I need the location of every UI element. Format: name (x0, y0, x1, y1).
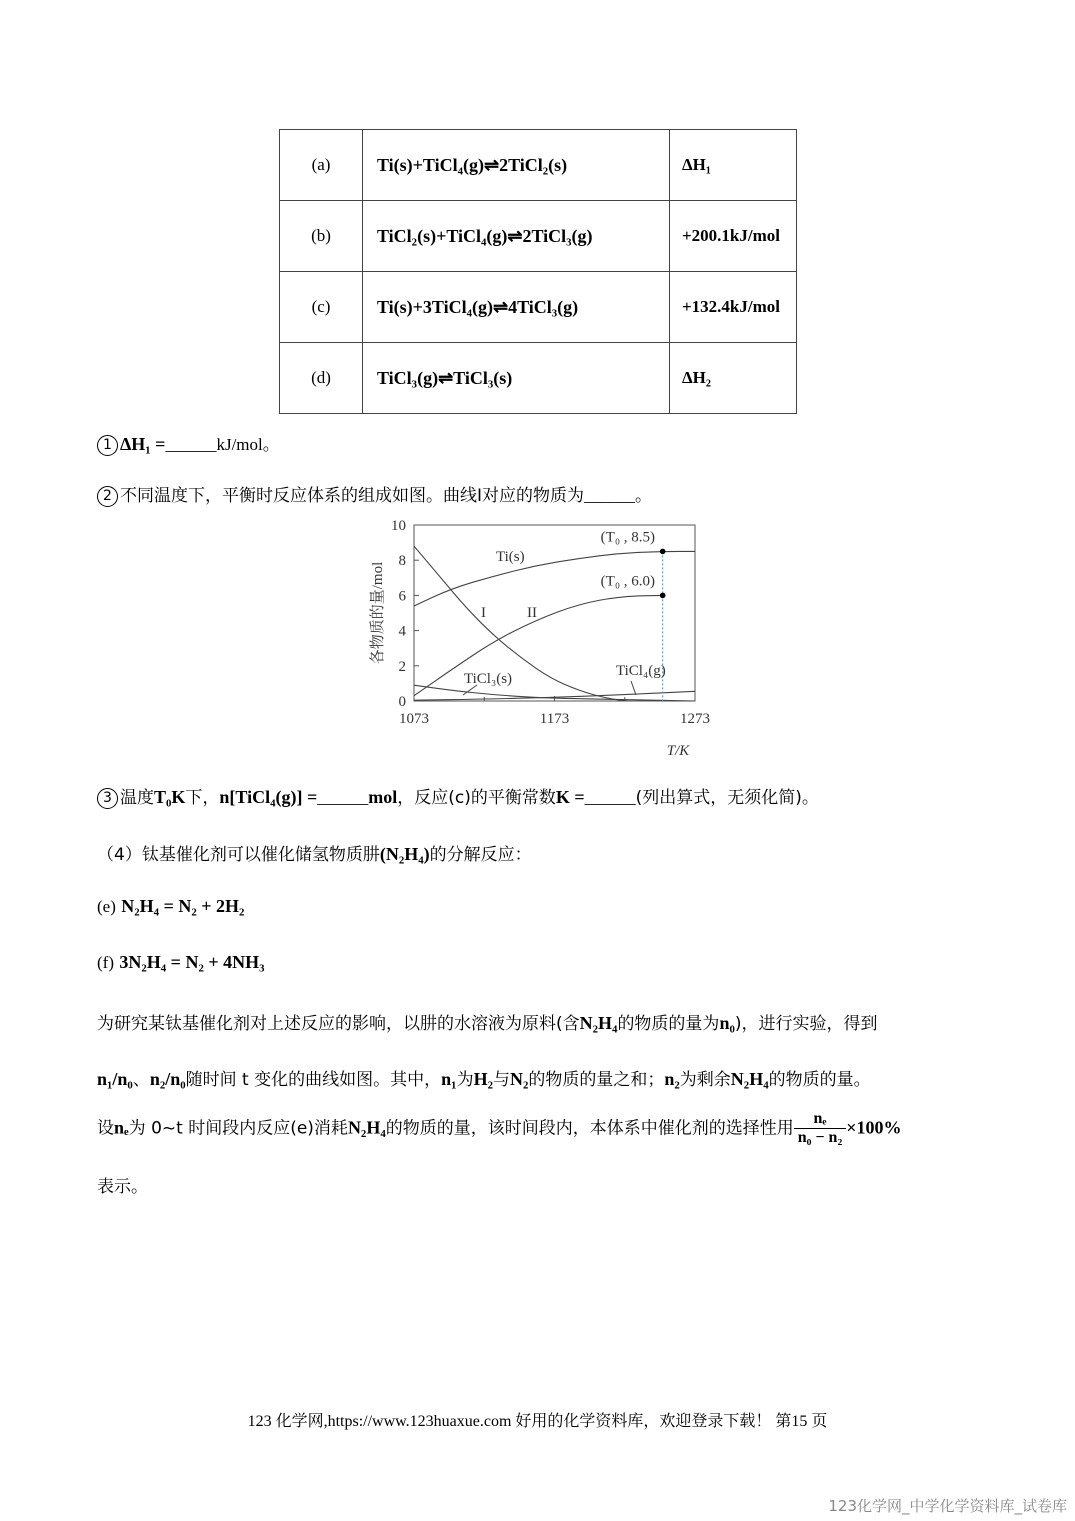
math-expression: n₂ (664, 1069, 680, 1089)
math-expression: K = (555, 787, 585, 807)
question-1 (97, 430, 280, 456)
paragraph-1 (97, 1009, 878, 1034)
series-label-ti: Ti(s) (496, 549, 525, 565)
p2-text: 、 (132, 1070, 150, 1090)
reaction-label: (c) (280, 272, 363, 343)
p3-text: 的物质的量，该时间段内，本体系中催化剂的选择性用 (385, 1118, 794, 1139)
answer-blank: ______ (165, 435, 217, 454)
unit-text: kJ/mol。 (216, 435, 280, 454)
answer-blank: ______ (584, 486, 636, 505)
reaction-label: (b) (280, 201, 363, 272)
question-number: 2 (97, 486, 118, 507)
reaction-enthalpy: ΔH₂ (670, 343, 797, 414)
math-expression: N₂H₄ (730, 1069, 769, 1089)
equation-e (97, 896, 244, 917)
math-expression: 3N₂H₄ = N₂ + 4NH₃ (119, 952, 265, 972)
reaction-enthalpy: ΔH₁ (670, 130, 797, 201)
p1-text: 为研究某钛基催化剂对上述反应的影响，以肼的水溶液为原料(含 (97, 1014, 580, 1034)
point-label: (T₀ , 6.0) (600, 573, 656, 590)
q3-text: ，反应(c)的平衡常数 (397, 788, 556, 808)
reaction-equation: TiCl₂(s)+TiCl₄(g)⇌2TiCl₃(g) (363, 201, 670, 272)
math-expression: nₑ (114, 1117, 129, 1138)
x-axis-label: T/K (666, 743, 690, 759)
p2-text: 的物质的量。 (768, 1070, 871, 1090)
page-footer: 123 化学网,https://www.123huaxue.com 好用的化学资料库，欢迎登录下载！ 第15 页 (247, 1413, 828, 1430)
point-label: (T₀ , 8.5) (600, 529, 656, 546)
fraction-numerator: nₑ (794, 1110, 847, 1129)
x-tick-label: 1273 (680, 711, 710, 727)
p2-text: 与 (492, 1070, 510, 1090)
series-line-II (414, 595, 663, 695)
marked-point (660, 593, 666, 599)
y-tick-label: 0 (398, 694, 406, 710)
p2-text: 随时间 t 变化的曲线如图。其中， (185, 1070, 442, 1090)
y-tick-label: 4 (398, 623, 406, 640)
math-expression: N₂H₄ (347, 1117, 386, 1138)
paragraph-3 (97, 1110, 902, 1147)
equation-label: (e) (97, 897, 116, 916)
reaction-equation: TiCl₃(g)⇌TiCl₃(s) (363, 343, 670, 414)
table-row (280, 201, 797, 272)
table-row (280, 272, 797, 343)
reaction-label: (d) (280, 343, 363, 414)
fraction-denominator: n₀ − n₂ (797, 1129, 843, 1146)
series-label-ticl3: TiCl₃(s) (464, 671, 513, 687)
equation-f (97, 952, 265, 973)
y-tick-label: 8 (398, 553, 406, 570)
label-pointer-ticl4 (631, 681, 636, 695)
y-tick-label: 2 (398, 658, 406, 675)
math-expression: n[TiCl₄(g)] = (219, 787, 318, 807)
question-end: 。 (635, 486, 653, 506)
equation-label: (f) (97, 953, 114, 972)
paragraph-4 (97, 1172, 148, 1197)
paragraph-2 (97, 1065, 871, 1090)
y-tick-label: 10 (391, 518, 406, 534)
math-expression: mol (368, 787, 398, 807)
math-expression: ΔH₁ = (120, 434, 166, 454)
p1-text: )，进行实验，得到 (734, 1014, 878, 1034)
question-number: 3 (97, 788, 118, 809)
table-row (280, 343, 797, 414)
equilibrium-chart (360, 515, 710, 760)
question-3 (97, 783, 819, 809)
p4-text: 表示。 (97, 1177, 148, 1197)
math-expression: N₂H₄ = N₂ + 2H₂ (121, 896, 245, 916)
series-label-ii: II (527, 605, 537, 621)
reaction-enthalpy: +132.4kJ/mol (670, 272, 797, 343)
reaction-enthalpy: +200.1kJ/mol (670, 201, 797, 272)
answer-blank: ______ (584, 788, 636, 807)
watermark: 123化学网_中学化学资料库_试卷库 (828, 1497, 1067, 1515)
q3-text: 温度 (120, 788, 154, 808)
reaction-label: (a) (280, 130, 363, 201)
math-expression: N₂H₄ (579, 1013, 618, 1033)
q3-text: (列出算式，无须化简)。 (635, 788, 819, 808)
question-number: 1 (97, 435, 118, 456)
marked-point (660, 549, 666, 555)
reaction-equation: Ti(s)+TiCl₄(g)⇌2TiCl₂(s) (363, 130, 670, 201)
y-axis-label: 各物质的量/mol (370, 561, 386, 665)
question-4 (97, 840, 532, 865)
reaction-table (279, 129, 797, 414)
math-expression: H₂ (473, 1069, 493, 1089)
q4-end: 的分解反应： (429, 845, 532, 865)
question-2 (97, 481, 652, 507)
q4-text: （4）钛基催化剂可以催化储氢物质肼 (97, 845, 380, 865)
p2-text: 为剩余 (679, 1070, 731, 1090)
math-expression: N₂ (509, 1069, 529, 1089)
p3-text: 为 0~t 时间段内反应(e)消耗 (128, 1118, 348, 1139)
math-expression: n₁ (441, 1069, 457, 1089)
math-expression: T₀K (154, 787, 186, 807)
y-tick-label: 6 (398, 588, 406, 605)
math-expression: n₀ (719, 1013, 735, 1033)
p2-text: 为 (456, 1070, 474, 1090)
p1-text: 的物质的量为 (617, 1014, 720, 1034)
x-tick-label: 1073 (399, 711, 429, 727)
math-expression: (N₂H₄) (379, 844, 430, 864)
selectivity-fraction (794, 1110, 847, 1147)
p2-text: 的物质的量之和； (528, 1070, 665, 1090)
series-label-ticl4: TiCl₄(g) (616, 663, 666, 679)
math-expression: n₂/n₀ (149, 1069, 186, 1089)
answer-blank: ______ (317, 788, 369, 807)
p3-text: 设 (97, 1118, 114, 1139)
math-expression: n₁/n₀ (97, 1069, 133, 1089)
question-text: 不同温度下，平衡时反应体系的组成如图。曲线I对应的物质为 (120, 486, 585, 506)
math-expression: ×100% (846, 1117, 902, 1138)
table-row (280, 130, 797, 201)
x-tick-label: 1173 (539, 711, 570, 727)
series-label-i: I (481, 605, 486, 621)
reaction-equation: Ti(s)+3TiCl₄(g)⇌4TiCl₃(g) (363, 272, 670, 343)
q3-text: 下， (185, 788, 220, 808)
